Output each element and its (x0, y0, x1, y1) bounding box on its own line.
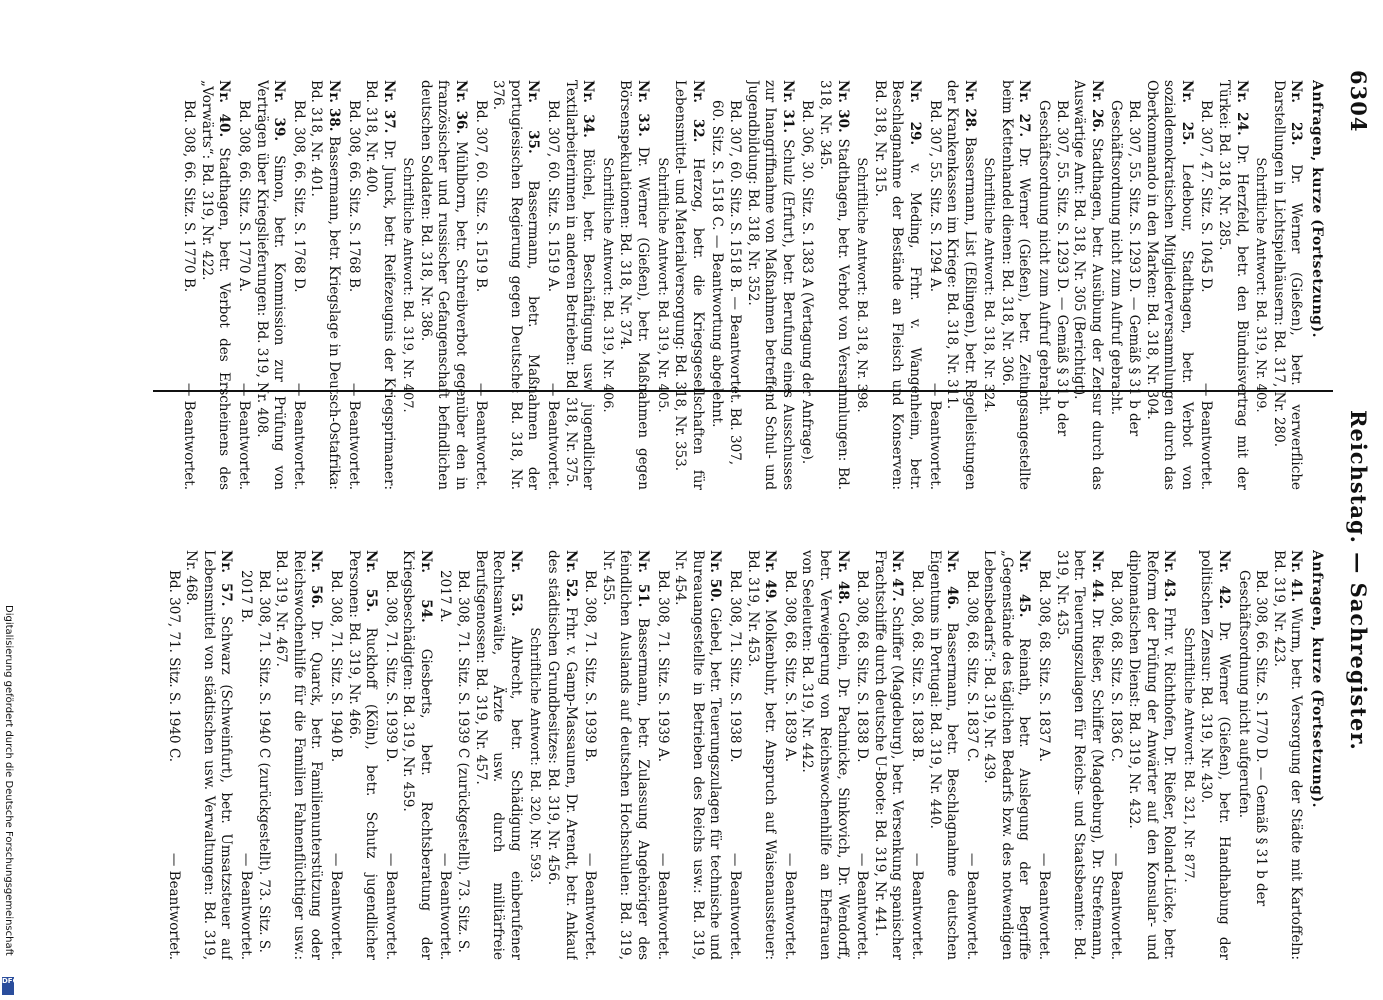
entry-text: Bassermann, betr. Beschlagnahme deutschen Eigentums in Portugal: Bd. 319, Nr. 440. (926, 550, 961, 960)
session-reference (798, 80, 816, 490)
list-item (1252, 80, 1305, 490)
session-reference (543, 80, 561, 490)
reference-text: Bd. 307, 60. Sitz. S. 1519 B. (472, 100, 489, 293)
session-reference (1035, 80, 1070, 490)
session-reference (1107, 550, 1125, 960)
reference-text: Bd. 308, 68. Sitz. S. 1836 C. (1108, 570, 1125, 763)
entry-number: Nr. 42. (1216, 550, 1233, 610)
page-number: 6304 (1346, 70, 1371, 133)
entry-text: Stadthagen, betr. Ausübung der Zensur durch das Auswärtige Amt: Bd. 318, Nr. 305 (Berichtigt). (1071, 80, 1105, 490)
dfg-logo: DFG (2, 977, 14, 995)
list-item (581, 550, 651, 960)
left-column (155, 80, 1325, 490)
list-item (853, 80, 923, 490)
answer-status: — Beantwortet. (582, 852, 599, 960)
list-item (1107, 80, 1195, 490)
entry-number: Nr. 36. (453, 80, 470, 135)
section-heading: Anfragen, kurze (Fortsetzung). (1309, 80, 1325, 338)
session-reference (1035, 550, 1053, 960)
entry-text: Dr. Werner (Gießen), betr. verwerfliche Darstellungen in Lichtspielhäusern: Bd. 317, Nr. 280. (1270, 80, 1305, 490)
session-reference (581, 550, 599, 960)
session-reference (708, 80, 743, 490)
entry-number: Nr. 39. (271, 80, 288, 142)
list-item (980, 80, 1033, 490)
answer-status: — Beantwortet. (235, 382, 252, 490)
list-item (436, 550, 524, 960)
reference-text: Bd. 307, 55. Sitz. S. 1293 D. — Gemäß § 31 b der Geschäftsordnung nicht zum Aufruf gebracht. (1108, 100, 1143, 437)
entry-number: Nr. 38. (325, 80, 342, 132)
reference-text: Bd. 308, 71. Sitz. S. 1939 D. (382, 570, 399, 763)
section-heading: Anfragen, kurze (Fortsetzung). (1309, 550, 1325, 808)
reference-text: Bd. 308, 68. Sitz. S. 1838 B. (908, 570, 925, 763)
reference-text: Bd. 307, 60. Sitz. S. 1518 B. — Beantwortet. Bd. 307, 60. Sitz. S. 1518 C. — Beantwortung abgelehnt. (709, 100, 743, 466)
reference-text: Bd. 308, 71. Sitz. S. 1939 A. (654, 570, 671, 762)
entry-number: Nr. 55. (363, 550, 380, 613)
entry-number: Nr. 49. (762, 550, 779, 604)
entry-text: Bassermann, betr. Kriegslage in Deutsch-Ostafrika: Bd. 318, Nr. 401. (308, 80, 342, 490)
reference-text: Bd. 308, 68. Sitz. S. 1837 C. (963, 570, 980, 763)
entry-number: Nr. 52. (562, 550, 579, 602)
list-item (962, 550, 1032, 960)
session-reference (234, 80, 252, 490)
session-reference (1197, 80, 1215, 490)
entry-number: Nr. 23. (1288, 80, 1305, 146)
entry-text: v. Meding, Frhr. v. Wangenheim, betr. Beschlagnahme der Bestände an Fleisch und Konserven: Bd. 318, Nr. 315. (871, 80, 923, 490)
list-item (653, 550, 723, 960)
entry-number: Nr. 43. (1161, 550, 1178, 603)
answer-status: — Beantwortet. (345, 382, 362, 490)
entry-text: Büchel, betr. Beschäftigung usw. jugendlicher Textilarbeiterinnen in anderen Betrieben: Bd. 318, Nr. 375. (562, 80, 597, 490)
session-reference (1107, 80, 1142, 490)
list-item (1035, 80, 1105, 490)
entry-text: Giesberts, betr. Rechtsberatung der Kriegsbeschädigten: Bd. 319, Nr. 459. (400, 550, 434, 960)
written-answer: Schriftliche Antwort: Bd. 318, Nr. 398. (854, 157, 870, 413)
list-item (798, 80, 851, 490)
entry-text: Mühlborn, betr. Schreibverbot gegenüber den in französischer und russischer Gefangenschaft befindlichen deutschen Soldaten: Bd. 318, Nr. 386. (417, 80, 470, 490)
reference-text: Bd. 307, 55. Sitz. S. 1294 A. (926, 100, 943, 292)
reference-text: Bd. 308, 71. Sitz. S. 1939 B. (582, 570, 599, 763)
entry-number: Nr. 37. (380, 80, 397, 134)
footer-credit: Digitalisierung gefördert durch die Deutsche Forschungsgemeinschaft (3, 605, 14, 956)
session-reference (907, 550, 925, 960)
entry-text: Dr. Herzfeld, betr. den Bündnisvertrag mit der Türkei: Bd. 318, Nr. 285. (1216, 80, 1250, 490)
reference-text: Bd. 308, 68. Sitz. S. 1838 D. (854, 570, 871, 763)
reference-text: Bd. 307, 71. Sitz. S. 1940 C. (165, 570, 182, 763)
list-item (543, 80, 596, 490)
answer-status: — Beantwortet. (854, 852, 871, 960)
list-item (526, 550, 579, 960)
reference-text: Bd. 308, 71. Sitz. S. 1938 D. (727, 570, 743, 763)
entry-text: Gothein, Dr. Pachnicke, Sinkovich, Dr. Wendorff, betr. Verweigerung von Reichswochenhilfe an Ehefrauen von Seeleuten: Bd. 319, Nr. 442. (799, 550, 851, 960)
page-title: Reichstag. — Sachregister. (1346, 410, 1371, 751)
entry-text: Stadthagen, betr. Verbot von Versammlungen: Bd. 318, Nr. 345. (816, 80, 851, 490)
entry-text: Frhr. v. Richthofen, Dr. Rießer, Roland-Lücke, betr. Reform der Prüfung der Anwärter auf den Konsular- und diplomatischen Dienst: Bd. 319, Nr. 432. (1126, 550, 1178, 960)
entry-number: Nr. 56. (308, 550, 325, 609)
entry-text: Frhr. v. Gamp-Massaunen, Dr. Arendt, betr. Ankauf des städtischen Grundbesitzes: Bd. 319, Nr. 456. (545, 550, 579, 960)
entry-number: Nr. 25. (1178, 80, 1195, 146)
reference-text: Bd. 308, 71. Sitz. S. 1940 B. (327, 570, 344, 763)
entry-text: Stadthagen, betr. Verbot des Erscheinens des „Vorwärts“: Bd. 319, Nr. 422. (198, 80, 233, 490)
list-item (598, 80, 651, 490)
entry-text: Schiffer (Magdeburg), betr. Versenkung spanischer Frachtschiffe durch deutsche U-Boote: Bd. 319, Nr. 441. (871, 550, 906, 960)
entry-number: Nr. 33. (635, 80, 652, 137)
list-item (326, 550, 379, 960)
right-column (155, 550, 1325, 960)
list-item (708, 80, 796, 490)
entry-number: Nr. 35. (525, 80, 542, 154)
session-reference (725, 550, 743, 960)
written-answer: Schriftliche Antwort: Bd. 319, Nr. 409. (1253, 157, 1269, 413)
entry-text: Dr. Werner (Gießen), betr. Zeitungsangestellte beim Kettenhandel dienen: Bd. 318, Nr. 306. (998, 80, 1033, 490)
digitization-footer (2, 605, 19, 995)
written-answer: Schriftliche Antwort: Bd. 319, Nr. 405. (654, 157, 670, 413)
entry-number: Nr. 57. (218, 550, 235, 607)
entry-number: Nr. 47. (889, 550, 906, 602)
entry-text: Herzog, betr. die Kriegsgesellschaften für Lebensmittel- und Materialversorgung: Bd. 318, Nr. 353. (672, 80, 706, 490)
entry-text: Ruckhoff (Köln), betr. Schutz jugendlicher Personen: Bd. 319, Nr. 466. (345, 550, 380, 960)
session-reference (853, 550, 871, 960)
session-reference (164, 550, 182, 960)
written-answer: Schriftliche Antwort: Bd. 320, Nr. 593. (527, 627, 543, 883)
entry-text: Dr. Werner (Gießen), betr. Handhabung der politischen Zensur: Bd. 319, Nr. 430. (1198, 550, 1233, 960)
written-answer: Schriftliche Antwort: Bd. 319, Nr. 407. (400, 157, 416, 413)
entry-number: Nr. 51. (635, 550, 652, 608)
list-item (399, 80, 469, 490)
entry-text: Dr. Werner (Gießen), betr. Maßnahmen gegen Börsenspekulationen: Bd. 318, Nr. 374. (617, 80, 652, 490)
entry-number: Nr. 27. (1016, 80, 1033, 138)
list-item (1234, 550, 1304, 960)
reference-text: Bd. 307, 55. Sitz. S. 1293 D. — Gemäß § 31 b der Geschäftsordnung nicht zum Aufruf gebracht. (1036, 100, 1070, 437)
answer-status: — Beantwortet. (908, 852, 925, 960)
list-item (164, 550, 234, 960)
answer-status: — Beantwortet. (781, 852, 798, 960)
session-reference (236, 550, 271, 960)
entry-text: Dr. Rießer, Schiffer (Magdeburg), Dr. Strefemann, betr. Teuerungszulagen für Reichs- und Staatsbeamte: Bd. 319, Nr. 435. (1053, 550, 1105, 960)
list-item (925, 80, 978, 490)
answer-status: — Beantwortet. (382, 852, 399, 960)
entry-text: Simon, betr. Kommission zur Prüfung von Verträgen über Kriegslieferungen: Bd. 319, Nr. 408. (253, 80, 288, 490)
reference-text: Bd. 308, 66. Sitz. S. 1768 B. (345, 100, 362, 293)
list-item (344, 80, 397, 490)
answer-status: — Beantwortet. (1036, 852, 1053, 960)
reference-text: Bd. 308, 66. Sitz. S. 1770 B. (181, 100, 198, 293)
answer-status: — Beantwortet. (1108, 852, 1125, 960)
answer-status: — Beantwortet. (290, 382, 307, 490)
entry-number: Nr. 50. (707, 550, 724, 603)
entry-text: Dr. Junck, betr. Reifezeugnis der Kriegsprimaner: Bd. 318, Nr. 400. (363, 80, 397, 490)
session-reference (1234, 550, 1269, 960)
answer-status: — Beantwortet. (472, 382, 489, 490)
answer-status: — Beantwortet. (963, 852, 980, 960)
entry-number: Nr. 41. (1288, 550, 1305, 603)
list-item (236, 550, 324, 960)
list-item (289, 80, 342, 490)
list-item (1107, 550, 1177, 960)
reference-text: Bd. 307, 47. Sitz. S. 1045 D. (1198, 100, 1215, 293)
page-header (1335, 70, 1371, 940)
written-answer: Schriftliche Antwort: Bd. 318, Nr. 324. (981, 157, 997, 413)
reference-text: Bd. 308, 66. Sitz. S. 1770 D. — Gemäß § 31 b der Geschäftsordnung nicht aufgerufen. (1235, 570, 1270, 907)
list-item (234, 80, 287, 490)
answer-status: — Beantwortet. (327, 852, 344, 960)
session-reference (326, 550, 344, 960)
list-item (180, 80, 233, 490)
entry-text: Molkenbuhr, betr. Anspruch auf Waisenaussteuer: Bd. 319, Nr. 453. (744, 550, 779, 960)
reference-text: Bd. 308, 71. Sitz. S. 1939 C (zurückgestellt). 73. Sitz. S. 2017 A. (437, 570, 472, 953)
reference-text: Bd. 308, 68. Sitz. S. 1839 A. (781, 570, 798, 762)
list-item (653, 80, 706, 490)
reference-text: Bd. 308, 71. Sitz. S. 1940 C (zurückgestellt). 73. Sitz. S. 2017 B. (237, 570, 272, 953)
entry-number: Nr. 48. (834, 550, 851, 605)
list-item (381, 550, 434, 960)
session-reference (962, 550, 980, 960)
answer-status: — Beantwortet. (237, 852, 254, 960)
list-item (907, 550, 960, 960)
entry-number: Nr. 44. (1088, 550, 1105, 603)
entry-number: Nr. 34. (580, 80, 597, 138)
entry-number: Nr. 53. (507, 550, 524, 617)
session-reference (471, 80, 489, 490)
entry-number: Nr. 24. (1233, 80, 1250, 136)
entry-text: Schwarz (Schweinfurt), betr. Umsatzsteuer auf Lebensmittel von städtischen usw. Verwaltungen: Bd. 319, Nr. 468. (183, 550, 235, 960)
entry-list (180, 80, 1305, 490)
answer-status: — Beantwortet. (926, 382, 943, 490)
entry-number: Nr. 45. (1016, 550, 1033, 618)
answer-status: — Beantwortet. (727, 852, 743, 960)
reference-text: Bd. 306, 30. Sitz. S. 1383 A (Vertagung der Anfrage). (799, 100, 816, 465)
entry-number: Nr. 29. (906, 80, 923, 146)
session-reference (653, 550, 671, 960)
entry-number: Nr. 32. (689, 80, 706, 143)
entry-text: Dr. Quarck, betr. Familienunterstützung oder Reichswochenhilfe für die Familien Fahnenflüchtiger usw.: Bd. 319, Nr. 467. (273, 550, 325, 960)
answer-status: — Beantwortet. (165, 852, 182, 960)
reference-text: Bd. 308, 66. Sitz. S. 1770 A. (235, 100, 252, 292)
list-item (780, 550, 850, 960)
answer-status: — Beantwortet. (654, 852, 671, 960)
entry-number: Nr. 40. (216, 80, 233, 138)
list-item (725, 550, 778, 960)
entry-text: Bassermann, List (Eßlingen), betr. Regelleistungen der Krankenkassen im Kriege: Bd. 318, Nr. 311. (944, 80, 978, 490)
reference-text: Bd. 308, 66. Sitz. S. 1768 D. (290, 100, 307, 293)
entry-text: Schulz (Erfurt), betr. Berufung eines Ausschusses zur Inangriffnahme von Maßnahmen betreffend Schul- und Jugendbildung: Bd. 318, Nr. 352. (744, 80, 796, 490)
entry-number: Nr. 46. (944, 550, 961, 610)
entry-text: Albrecht, betr. Schädigung einberufener Rechtsanwälte, Ärzte usw. durch militärfreie Berufsgenossen: Bd. 319, Nr. 457. (472, 550, 524, 960)
answer-status: — Beantwortet. (1198, 382, 1215, 490)
entry-number: Nr. 28. (961, 80, 978, 132)
session-reference (344, 80, 362, 490)
entry-text: Reinath, betr. Auslegung der Begriffe „Gegenstände des täglichen Bedarfs bzw. des notwendigen Lebensbedarfs“: Bd. 319, Nr. 439. (981, 550, 1033, 960)
answer-status: — Beantwortet. (545, 382, 562, 490)
reference-text: Bd. 308, 68. Sitz. S. 1837 A. (1036, 570, 1053, 762)
list-item (1197, 80, 1250, 490)
list-item (853, 550, 906, 960)
session-reference (289, 80, 307, 490)
written-answer: Schriftliche Antwort: Bd. 319, Nr. 406. (599, 157, 615, 413)
session-reference (436, 550, 471, 960)
entry-list (164, 550, 1304, 960)
entry-text: Ledebour, Stadthagen, betr. Verbot von sozialdemokratischen Mitgliederversammlungen durch das Oberkommando in den Marken: Bd. 318, Nr. 304. (1143, 80, 1195, 490)
list-item (471, 80, 541, 490)
list-item (1179, 550, 1232, 960)
written-answer: Schriftliche Antwort: Bd. 321, Nr. 877. (1180, 627, 1196, 883)
session-reference (180, 80, 198, 490)
entry-number: Nr. 54. (417, 550, 434, 623)
answer-status: — Beantwortet. (181, 382, 198, 490)
session-reference (925, 80, 943, 490)
entry-text: Bassermann, betr. Zulassung Angehöriger des feindlichen Auslands auf deutschen Hochschulen: Bd. 319, Nr. 455. (599, 550, 652, 960)
entry-number: Nr. 30. (834, 80, 851, 133)
entry-text: Giebel, betr. Teuerungszulagen für technische und Bureauangestellte in Betrieben des Reichs usw.: Bd. 319, Nr. 454. (672, 550, 724, 960)
entry-number: Nr. 31. (779, 80, 796, 134)
reference-text: Bd. 307, 60. Sitz. S. 1519 A. (545, 100, 562, 292)
answer-status: — Beantwortet. (437, 852, 454, 960)
list-item (1035, 550, 1105, 960)
entry-text: Bassermann, betr. Maßnahmen der portugiesischen Regierung gegen Deutsche: Bd. 318, Nr. 376. (490, 80, 542, 490)
rotated-page (143, 0, 1383, 1000)
session-reference (381, 550, 399, 960)
entry-text: Wurm, betr. Versorgung der Städte mit Kartoffeln: Bd. 319, Nr. 423. (1270, 550, 1305, 960)
entry-number: Nr. 26. (1088, 80, 1105, 133)
session-reference (780, 550, 798, 960)
